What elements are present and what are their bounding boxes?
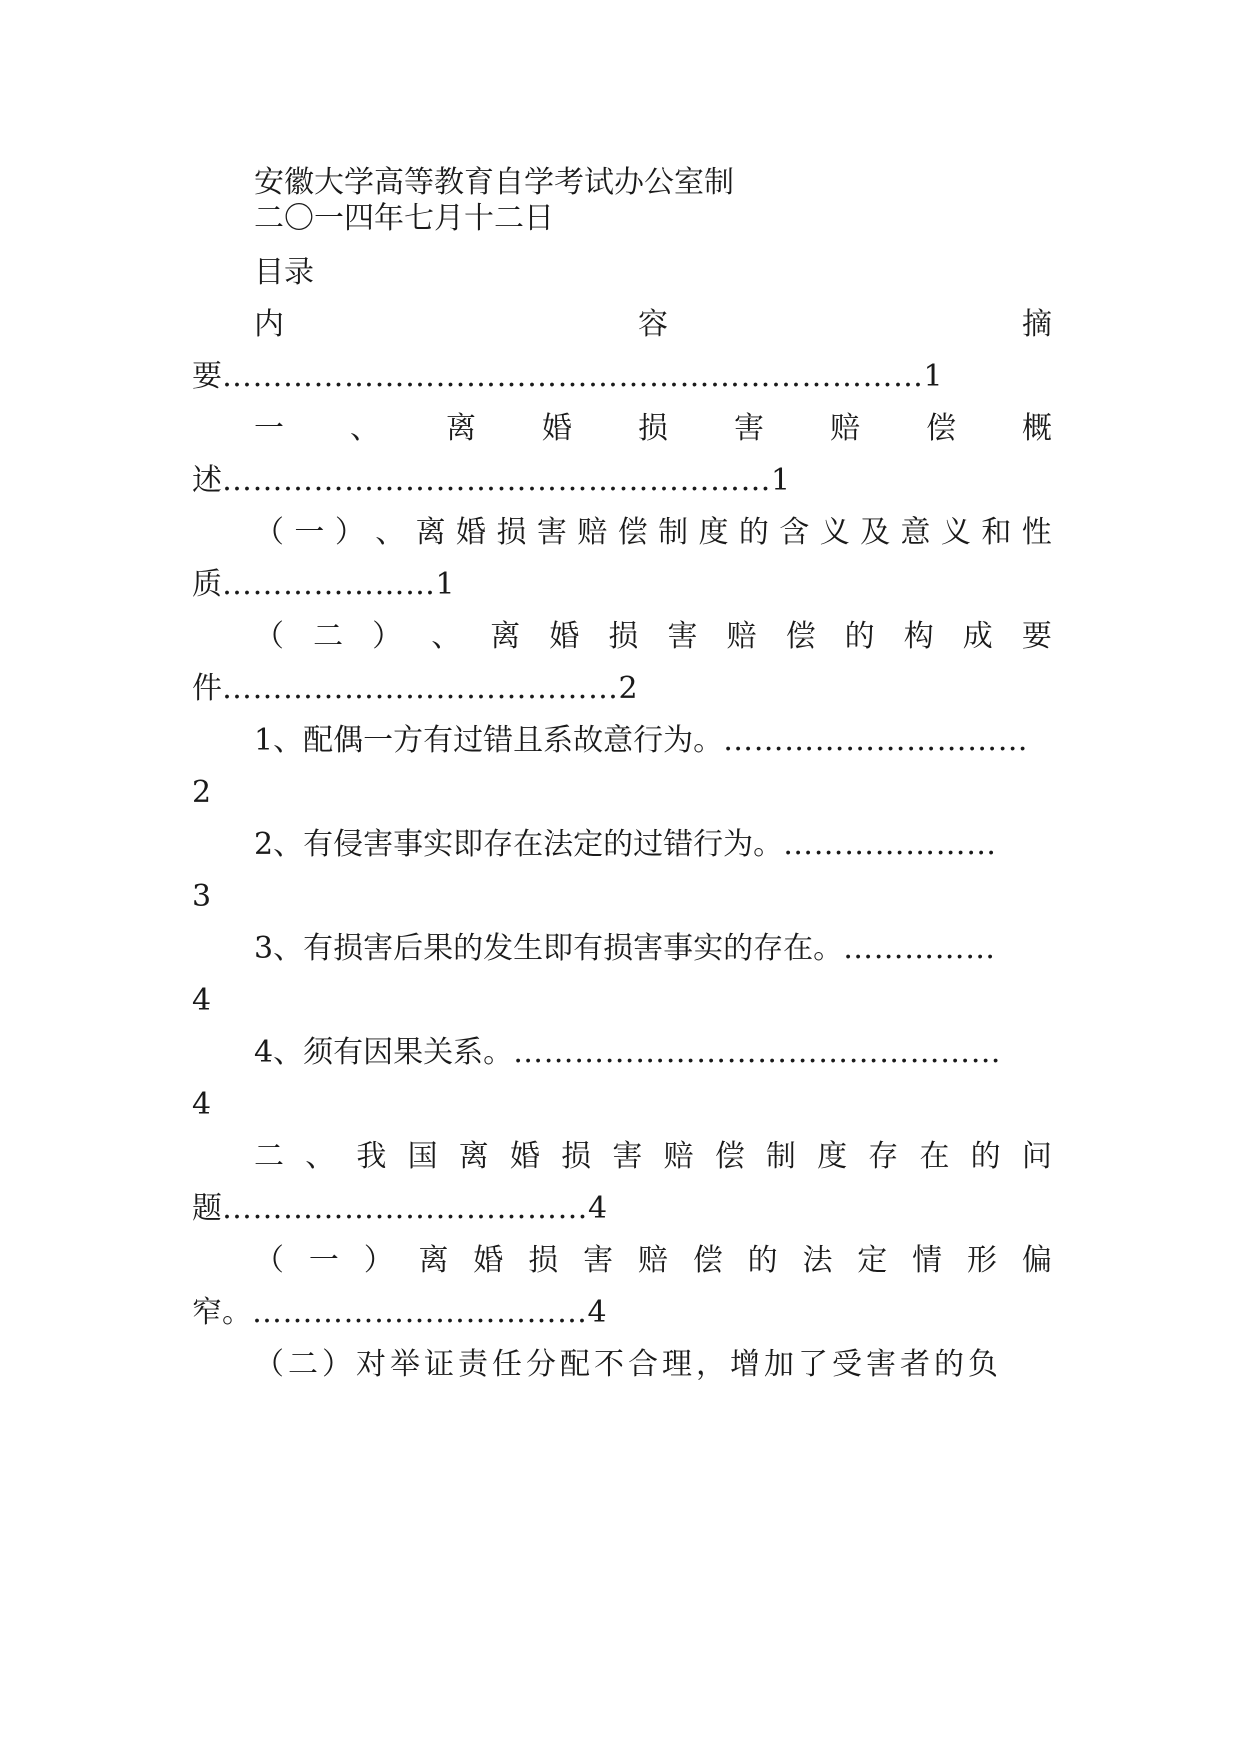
toc-entry-item2[interactable]: 2、有侵害事实即存在法定的过错行为。 ………………… bbox=[254, 816, 1052, 874]
page-number: 1 bbox=[923, 359, 943, 394]
page-number: 1 bbox=[771, 463, 791, 498]
toc-entry-ch1-1-cont[interactable]: 质 ………………… 1 bbox=[192, 556, 1052, 614]
toc-entry-item3[interactable]: 3、有损害后果的发生即有损害事实的存在。 …………… bbox=[254, 920, 1052, 978]
toc-entry-ch2-2[interactable]: （二）对举证责任分配不合理，增加了受害者的负 bbox=[254, 1347, 1002, 1382]
toc-entry-item4[interactable]: 4、须有因果关系。 ………………………………………… bbox=[254, 1024, 1052, 1082]
leader-dots: ………………………… bbox=[723, 723, 1029, 758]
leader-dots: ………………… bbox=[222, 567, 436, 602]
page-number: 2 bbox=[192, 775, 212, 810]
toc-entry-ch2-cont[interactable]: 题 ……………………………… 4 bbox=[192, 1180, 1052, 1238]
leader-dots: …………… bbox=[843, 931, 996, 966]
toc-entry-ch2[interactable]: 二 、 我 国 离 婚 损 害 赔 偿 制 度 存 在 的 问 bbox=[254, 1139, 1052, 1174]
toc-entry-ch1-1[interactable]: （ 一 ） 、 离 婚 损 害 赔 偿 制 度 的 含 义 及 意 义 和 性 bbox=[254, 515, 1052, 550]
date-line: 二〇一四年七月十二日 bbox=[254, 201, 554, 236]
toc-entry-item1[interactable]: 1、配偶一方有过错且系故意行为。 ………………………… bbox=[254, 712, 1052, 770]
page-number: 3 bbox=[192, 879, 212, 914]
toc-title: 目录 bbox=[254, 255, 314, 290]
toc-entry-ch1-2-cont[interactable]: 件 ………………………………… 2 bbox=[192, 660, 1052, 718]
page-number: 4 bbox=[587, 1295, 607, 1330]
toc-entry-abstract-cont[interactable]: 要 …………………………………………………………… 1 bbox=[192, 348, 1052, 406]
page-number: 4 bbox=[192, 983, 212, 1018]
page-number: 4 bbox=[588, 1191, 608, 1226]
page-number: 1 bbox=[435, 567, 455, 602]
toc-entry-ch1-cont[interactable]: 述 ……………………………………………… 1 bbox=[192, 452, 1052, 510]
leader-dots: ………………………………………… bbox=[513, 1035, 1002, 1070]
toc-entry-ch1[interactable]: 一 、 离 婚 损 害 赔 偿 概 bbox=[254, 411, 1052, 446]
leader-dots: ………………………………… bbox=[222, 671, 619, 706]
leader-dots: ………………… bbox=[783, 827, 997, 862]
page-number: 2 bbox=[618, 671, 638, 706]
toc-entry-ch2-1-cont[interactable]: 窄。 …………………………… 4 bbox=[192, 1284, 1052, 1342]
leader-dots: …………………………………………………………… bbox=[222, 359, 924, 394]
office-line: 安徽大学高等教育自学考试办公室制 bbox=[254, 165, 734, 200]
toc-entry-ch1-2[interactable]: （ 二 ） 、 离 婚 损 害 赔 偿 的 构 成 要 bbox=[254, 619, 1052, 654]
toc-entry-abstract[interactable]: 内 容 摘 bbox=[254, 307, 1052, 342]
toc-entry-ch2-1[interactable]: （ 一 ） 离 婚 损 害 赔 偿 的 法 定 情 形 偏 bbox=[254, 1243, 1052, 1278]
leader-dots: ……………………………………………… bbox=[222, 463, 771, 498]
leader-dots: ……………………………… bbox=[222, 1191, 588, 1226]
page-number: 4 bbox=[192, 1087, 212, 1122]
leader-dots: …………………………… bbox=[252, 1295, 588, 1330]
